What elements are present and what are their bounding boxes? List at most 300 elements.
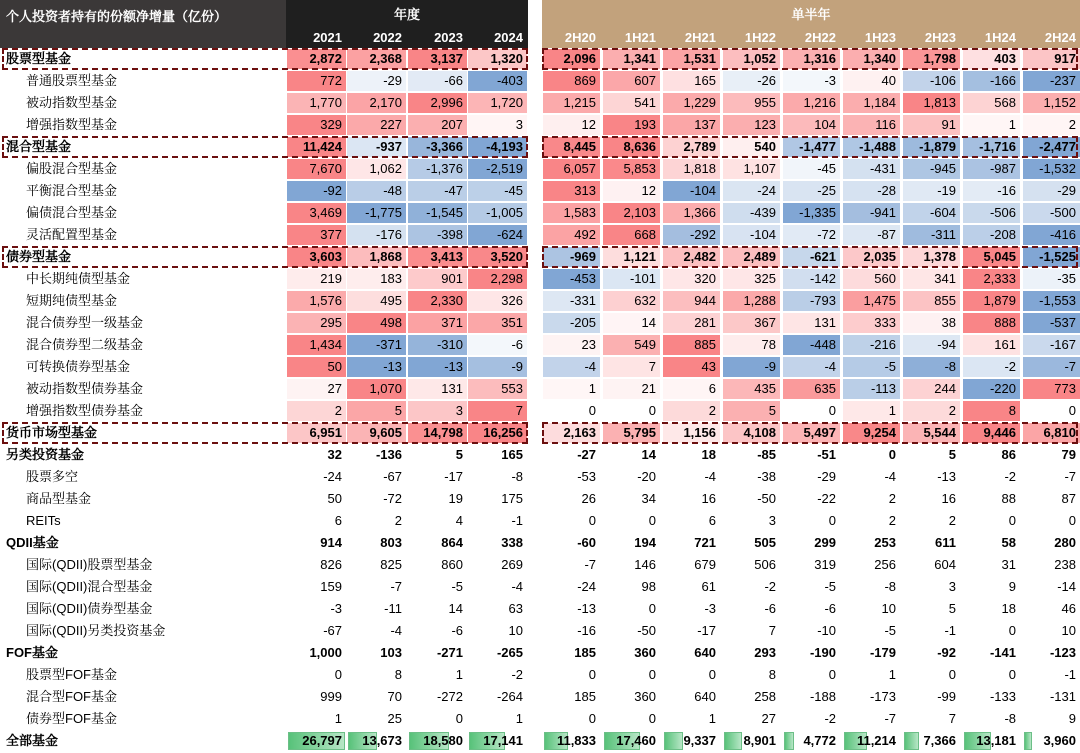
cell-value: 1,000 <box>309 645 342 660</box>
value-cell-1H24 <box>962 598 1021 620</box>
value-cell-2022 <box>346 444 407 466</box>
cell-value: 0 <box>588 403 596 418</box>
cell-value: 1,107 <box>743 161 776 176</box>
value-cell-1H22 <box>722 686 781 708</box>
value-cell-2021 <box>286 422 347 444</box>
value-cell-2H23 <box>902 510 961 532</box>
value-cell-2024 <box>467 312 528 334</box>
value-cell-2021 <box>286 202 347 224</box>
cell-value: 1,320 <box>490 51 523 66</box>
value-cell-2H23 <box>902 312 961 334</box>
value-cell-2022 <box>346 224 407 246</box>
cell-value: 14,798 <box>423 425 463 440</box>
subcategory-label: 债券型FOF基金 <box>26 711 117 726</box>
cell-value: 1,340 <box>863 51 896 66</box>
value-cell-2H22 <box>782 686 841 708</box>
cell-value: 2,333 <box>983 271 1016 286</box>
cell-value: 325 <box>754 271 776 286</box>
cell-value: 2 <box>888 491 896 506</box>
value-cell-2H21 <box>662 158 721 180</box>
cell-value: -104 <box>749 227 776 242</box>
cell-value: -506 <box>989 205 1016 220</box>
value-cell-2H21 <box>662 664 721 686</box>
cell-value: -92 <box>937 645 956 660</box>
cell-value: -141 <box>989 645 1016 660</box>
value-cell-2H21 <box>662 422 721 444</box>
table-row <box>0 224 1080 246</box>
cell-value: -1 <box>944 623 956 638</box>
value-cell-2024 <box>467 268 528 290</box>
value-cell-2022 <box>346 378 407 400</box>
value-cell-2023 <box>407 554 468 576</box>
value-cell-2H24 <box>1022 202 1080 224</box>
subcategory-label: 国际(QDII)混合型基金 <box>26 579 153 594</box>
value-cell-1H24 <box>962 312 1021 334</box>
category-row <box>0 246 1080 268</box>
value-cell-1H21 <box>602 488 661 510</box>
value-cell-2H20 <box>542 664 601 686</box>
value-cell-1H23 <box>842 290 901 312</box>
subcategory-label: 可转换债券型基金 <box>26 359 131 374</box>
value-cell-2H21 <box>662 356 721 378</box>
cell-value: -5 <box>451 579 463 594</box>
value-cell-2022 <box>346 664 407 686</box>
cell-value: -439 <box>749 205 776 220</box>
cell-value: -1,477 <box>799 139 836 154</box>
value-cell-2H23 <box>902 708 961 730</box>
cell-value: 6 <box>334 513 342 528</box>
value-cell-2H22 <box>782 598 841 620</box>
value-cell-2021 <box>286 642 347 664</box>
cell-value: 3,520 <box>490 249 523 264</box>
value-cell-2022 <box>346 70 407 92</box>
value-cell-1H23 <box>842 334 901 356</box>
value-cell-2022 <box>346 730 407 752</box>
value-cell-1H24 <box>962 400 1021 422</box>
half-year-group-label: 单半年 <box>791 7 831 22</box>
cell-value: -1,488 <box>859 139 896 154</box>
value-cell-2023 <box>407 576 468 598</box>
value-cell-2024 <box>467 334 528 356</box>
value-cell-2024 <box>467 686 528 708</box>
value-cell-2024 <box>467 730 528 752</box>
cell-value: 88 <box>1001 491 1016 506</box>
cell-value: 4 <box>455 513 463 528</box>
cell-value: 338 <box>501 535 523 550</box>
cell-value: -1,532 <box>1039 161 1076 176</box>
value-cell-2H22 <box>782 158 841 180</box>
value-cell-1H24 <box>962 730 1021 752</box>
cell-value: 18 <box>701 447 716 462</box>
value-cell-2H21 <box>662 334 721 356</box>
table-body <box>0 48 1080 752</box>
cell-value: -272 <box>436 689 463 704</box>
value-cell-2H20 <box>542 224 601 246</box>
cell-value: 86 <box>1001 447 1016 462</box>
table-row <box>0 334 1080 356</box>
cell-value: -24 <box>577 579 596 594</box>
category-label: FOF基金 <box>6 645 58 660</box>
value-cell-1H22 <box>722 620 781 642</box>
value-cell-1H22 <box>722 664 781 686</box>
value-cell-1H21 <box>602 202 661 224</box>
category-label: QDII基金 <box>6 535 59 550</box>
value-cell-2023 <box>407 532 468 554</box>
value-cell-2H23 <box>902 356 961 378</box>
value-cell-1H23 <box>842 180 901 202</box>
value-cell-1H22 <box>722 136 781 158</box>
cell-value: 13,181 <box>976 733 1016 748</box>
value-cell-2H22 <box>782 202 841 224</box>
cell-value: 25 <box>387 711 402 726</box>
cell-value: -10 <box>817 623 836 638</box>
cell-value: -20 <box>637 469 656 484</box>
value-cell-2H22 <box>782 246 841 268</box>
cell-value: -431 <box>869 161 896 176</box>
cell-value: 0 <box>648 403 656 418</box>
cell-value: -987 <box>989 161 1016 176</box>
cell-value: 1,184 <box>863 95 896 110</box>
cell-value: -13 <box>937 469 956 484</box>
value-cell-1H24 <box>962 708 1021 730</box>
subcategory-label: 被动指数型债券基金 <box>26 381 144 396</box>
cell-value: 0 <box>648 711 656 726</box>
value-cell-2024 <box>467 378 528 400</box>
value-cell-2H22 <box>782 400 841 422</box>
cell-value: 8 <box>394 667 402 682</box>
subcategory-label: 短期纯债型基金 <box>26 293 118 308</box>
value-cell-1H23 <box>842 268 901 290</box>
half-year-headers <box>542 27 1080 48</box>
cell-value: 320 <box>694 271 716 286</box>
value-cell-2021 <box>286 312 347 334</box>
value-cell-2H22 <box>782 334 841 356</box>
subcategory-label: 灵活配置型基金 <box>26 227 118 242</box>
cell-value: 1,868 <box>369 249 402 264</box>
value-cell-2024 <box>467 708 528 730</box>
cell-value: -4,193 <box>486 139 523 154</box>
cell-value: -371 <box>375 337 402 352</box>
cell-value: 1 <box>1008 117 1016 132</box>
value-cell-2021 <box>286 92 347 114</box>
value-cell-2H20 <box>542 686 601 708</box>
value-cell-2022 <box>346 356 407 378</box>
cell-value: 492 <box>574 227 596 242</box>
category-row <box>0 422 1080 444</box>
table-title: 个人投资者持有的份额净增量（亿份） <box>6 9 228 24</box>
value-cell-2H21 <box>662 136 721 158</box>
value-cell-2022 <box>346 334 407 356</box>
cell-value: 1 <box>588 381 596 396</box>
cell-value: 377 <box>320 227 342 242</box>
cell-value: 864 <box>441 535 463 550</box>
cell-value: -24 <box>323 469 342 484</box>
cell-value: -28 <box>877 183 896 198</box>
cell-value: -2 <box>1004 359 1016 374</box>
half-year-header-2H23: 2H23 <box>924 30 956 45</box>
cell-value: 8,445 <box>563 139 596 154</box>
cell-value: 14 <box>448 601 463 616</box>
cell-value: -101 <box>629 271 656 286</box>
cell-value: -67 <box>383 469 402 484</box>
cell-value: 3 <box>455 403 463 418</box>
value-cell-2H21 <box>662 312 721 334</box>
value-cell-2H20 <box>542 48 601 70</box>
cell-value: -6 <box>764 601 776 616</box>
cell-value: 23 <box>581 337 596 352</box>
value-cell-1H23 <box>842 202 901 224</box>
subcategory-label: 平衡混合型基金 <box>26 183 118 198</box>
cell-value: -6 <box>824 601 836 616</box>
value-cell-2022 <box>346 114 407 136</box>
category-row <box>0 136 1080 158</box>
cell-value: 116 <box>875 117 896 132</box>
category-row <box>0 48 1080 70</box>
cell-value: 2,996 <box>430 95 463 110</box>
value-cell-2023 <box>407 642 468 664</box>
cell-value: 18 <box>1001 601 1016 616</box>
value-cell-2H23 <box>902 290 961 312</box>
value-cell-2022 <box>346 642 407 664</box>
cell-value: 640 <box>694 689 716 704</box>
value-cell-1H24 <box>962 158 1021 180</box>
cell-value: 11,424 <box>302 139 342 154</box>
cell-value: 295 <box>320 315 342 330</box>
cell-value: 498 <box>380 315 402 330</box>
cell-value: 1,121 <box>623 249 656 264</box>
value-cell-2024 <box>467 598 528 620</box>
value-cell-2H20 <box>542 356 601 378</box>
value-cell-2H20 <box>542 620 601 642</box>
cell-value: 632 <box>634 293 656 308</box>
cell-value: -4 <box>884 469 896 484</box>
table-row <box>0 312 1080 334</box>
cell-value: -7 <box>584 557 596 572</box>
value-cell-2022 <box>346 202 407 224</box>
half-year-group-header <box>542 0 1080 27</box>
value-cell-2H24 <box>1022 246 1080 268</box>
value-cell-2H20 <box>542 180 601 202</box>
cell-value: -67 <box>323 623 342 638</box>
value-cell-1H24 <box>962 664 1021 686</box>
cell-value: -6 <box>451 623 463 638</box>
table-row <box>0 598 1080 620</box>
value-cell-1H23 <box>842 378 901 400</box>
value-cell-1H21 <box>602 708 661 730</box>
value-cell-2H20 <box>542 576 601 598</box>
cell-value: 635 <box>814 381 836 396</box>
value-cell-1H24 <box>962 488 1021 510</box>
cell-value: 668 <box>634 227 656 242</box>
value-cell-2021 <box>286 180 347 202</box>
cell-value: 403 <box>994 51 1016 66</box>
subcategory-label: 国际(QDII)股票型基金 <box>26 557 153 572</box>
value-cell-2H24 <box>1022 686 1080 708</box>
value-cell-2H20 <box>542 730 601 752</box>
table-row <box>0 466 1080 488</box>
value-cell-1H23 <box>842 70 901 92</box>
cell-value: -9 <box>764 359 776 374</box>
value-cell-2024 <box>467 114 528 136</box>
cell-value: 901 <box>441 271 463 286</box>
cell-value: 568 <box>994 95 1016 110</box>
cell-value: -5 <box>824 579 836 594</box>
year-header-2023: 2023 <box>434 30 463 45</box>
value-cell-1H23 <box>842 532 901 554</box>
cell-value: -311 <box>930 227 956 242</box>
value-cell-2H22 <box>782 224 841 246</box>
value-cell-1H22 <box>722 334 781 356</box>
value-cell-2H22 <box>782 510 841 532</box>
cell-value: -1,553 <box>1039 293 1076 308</box>
value-cell-2H23 <box>902 400 961 422</box>
category-label: 债券型基金 <box>6 249 72 264</box>
value-cell-2H23 <box>902 686 961 708</box>
value-cell-2H24 <box>1022 114 1080 136</box>
value-cell-1H22 <box>722 312 781 334</box>
data-bar <box>784 732 794 750</box>
value-cell-2H21 <box>662 290 721 312</box>
cell-value: 6 <box>708 381 716 396</box>
cell-value: -29 <box>383 73 402 88</box>
value-cell-1H24 <box>962 268 1021 290</box>
cell-value: 5 <box>455 447 463 462</box>
value-cell-2H23 <box>902 466 961 488</box>
value-cell-2023 <box>407 290 468 312</box>
cell-value: 2,035 <box>863 249 896 264</box>
value-cell-2H21 <box>662 114 721 136</box>
value-cell-2H22 <box>782 312 841 334</box>
cell-value: 2,482 <box>683 249 716 264</box>
cell-value: 640 <box>694 645 716 660</box>
value-cell-1H24 <box>962 224 1021 246</box>
cell-value: 131 <box>441 381 463 396</box>
value-cell-2H22 <box>782 290 841 312</box>
value-cell-1H24 <box>962 554 1021 576</box>
value-cell-1H24 <box>962 510 1021 532</box>
annual-group-label: 年度 <box>393 7 420 22</box>
subcategory-label: 混合债券型一级基金 <box>26 315 144 330</box>
cell-value: 914 <box>320 535 342 550</box>
cell-value: 63 <box>508 601 523 616</box>
value-cell-2023 <box>407 268 468 290</box>
value-cell-2H23 <box>902 114 961 136</box>
cell-value: -264 <box>496 689 523 704</box>
cell-value: -331 <box>569 293 596 308</box>
value-cell-2023 <box>407 686 468 708</box>
cell-value: 159 <box>320 579 342 594</box>
value-cell-2023 <box>407 180 468 202</box>
value-cell-2024 <box>467 532 528 554</box>
cell-value: 360 <box>634 689 656 704</box>
cell-value: 1,798 <box>923 51 956 66</box>
cell-value: 58 <box>1001 535 1016 550</box>
value-cell-1H24 <box>962 444 1021 466</box>
cell-value: -416 <box>1049 227 1076 242</box>
cell-value: 9 <box>1068 711 1076 726</box>
cell-value: 772 <box>320 73 342 88</box>
value-cell-2023 <box>407 202 468 224</box>
cell-value: -969 <box>569 249 596 264</box>
value-cell-2H23 <box>902 554 961 576</box>
value-cell-2H24 <box>1022 510 1080 532</box>
value-cell-2H24 <box>1022 730 1080 752</box>
data-bar <box>1024 732 1032 750</box>
cell-value: 1,156 <box>683 425 716 440</box>
value-cell-2021 <box>286 334 347 356</box>
value-cell-2H21 <box>662 444 721 466</box>
cell-value: 1,215 <box>563 95 596 110</box>
cell-value: 0 <box>455 711 463 726</box>
value-cell-2H24 <box>1022 554 1080 576</box>
value-cell-2H21 <box>662 576 721 598</box>
cell-value: 19 <box>448 491 463 506</box>
data-bar <box>904 732 919 750</box>
cell-value: -45 <box>504 183 523 198</box>
value-cell-1H22 <box>722 400 781 422</box>
cell-value: -2,477 <box>1039 139 1076 154</box>
cell-value: 299 <box>814 535 836 550</box>
value-cell-2H24 <box>1022 708 1080 730</box>
subcategory-label: 国际(QDII)另类投资基金 <box>26 623 166 638</box>
cell-value: -87 <box>877 227 896 242</box>
cell-value: -7 <box>884 711 896 726</box>
value-cell-2021 <box>286 400 347 422</box>
cell-value: -2 <box>1004 469 1016 484</box>
value-cell-1H23 <box>842 576 901 598</box>
value-cell-1H23 <box>842 400 901 422</box>
cell-value: 183 <box>380 271 402 286</box>
cell-value: -937 <box>375 139 402 154</box>
value-cell-2H20 <box>542 158 601 180</box>
half-year-header-2H22: 2H22 <box>804 30 836 45</box>
subcategory-label: REITs <box>26 513 61 528</box>
value-cell-2H24 <box>1022 664 1080 686</box>
table-row <box>0 268 1080 290</box>
value-cell-1H23 <box>842 224 901 246</box>
value-cell-2023 <box>407 620 468 642</box>
value-cell-2H23 <box>902 532 961 554</box>
cell-value: -1,879 <box>919 139 956 154</box>
subcategory-label: 商品型基金 <box>26 491 92 506</box>
year-header-2022: 2022 <box>373 30 402 45</box>
subcategory-label: 国际(QDII)债券型基金 <box>26 601 153 616</box>
cell-value: 0 <box>648 601 656 616</box>
value-cell-2024 <box>467 554 528 576</box>
cell-value: -25 <box>817 183 836 198</box>
value-cell-1H21 <box>602 70 661 92</box>
value-cell-1H21 <box>602 576 661 598</box>
value-cell-2021 <box>286 598 347 620</box>
value-cell-2H20 <box>542 598 601 620</box>
value-cell-2H23 <box>902 158 961 180</box>
cell-value: 4,772 <box>803 733 836 748</box>
value-cell-1H23 <box>842 598 901 620</box>
subcategory-label: 股票多空 <box>26 469 79 484</box>
cell-value: 5,853 <box>623 161 656 176</box>
value-cell-2H21 <box>662 180 721 202</box>
value-cell-2H23 <box>902 488 961 510</box>
cell-value: 0 <box>828 667 836 682</box>
value-cell-1H23 <box>842 158 901 180</box>
value-cell-2H24 <box>1022 642 1080 664</box>
table-row <box>0 158 1080 180</box>
value-cell-2H24 <box>1022 70 1080 92</box>
cell-value: -16 <box>997 183 1016 198</box>
value-cell-2H21 <box>662 92 721 114</box>
value-cell-1H23 <box>842 466 901 488</box>
cell-value: 12 <box>581 117 596 132</box>
